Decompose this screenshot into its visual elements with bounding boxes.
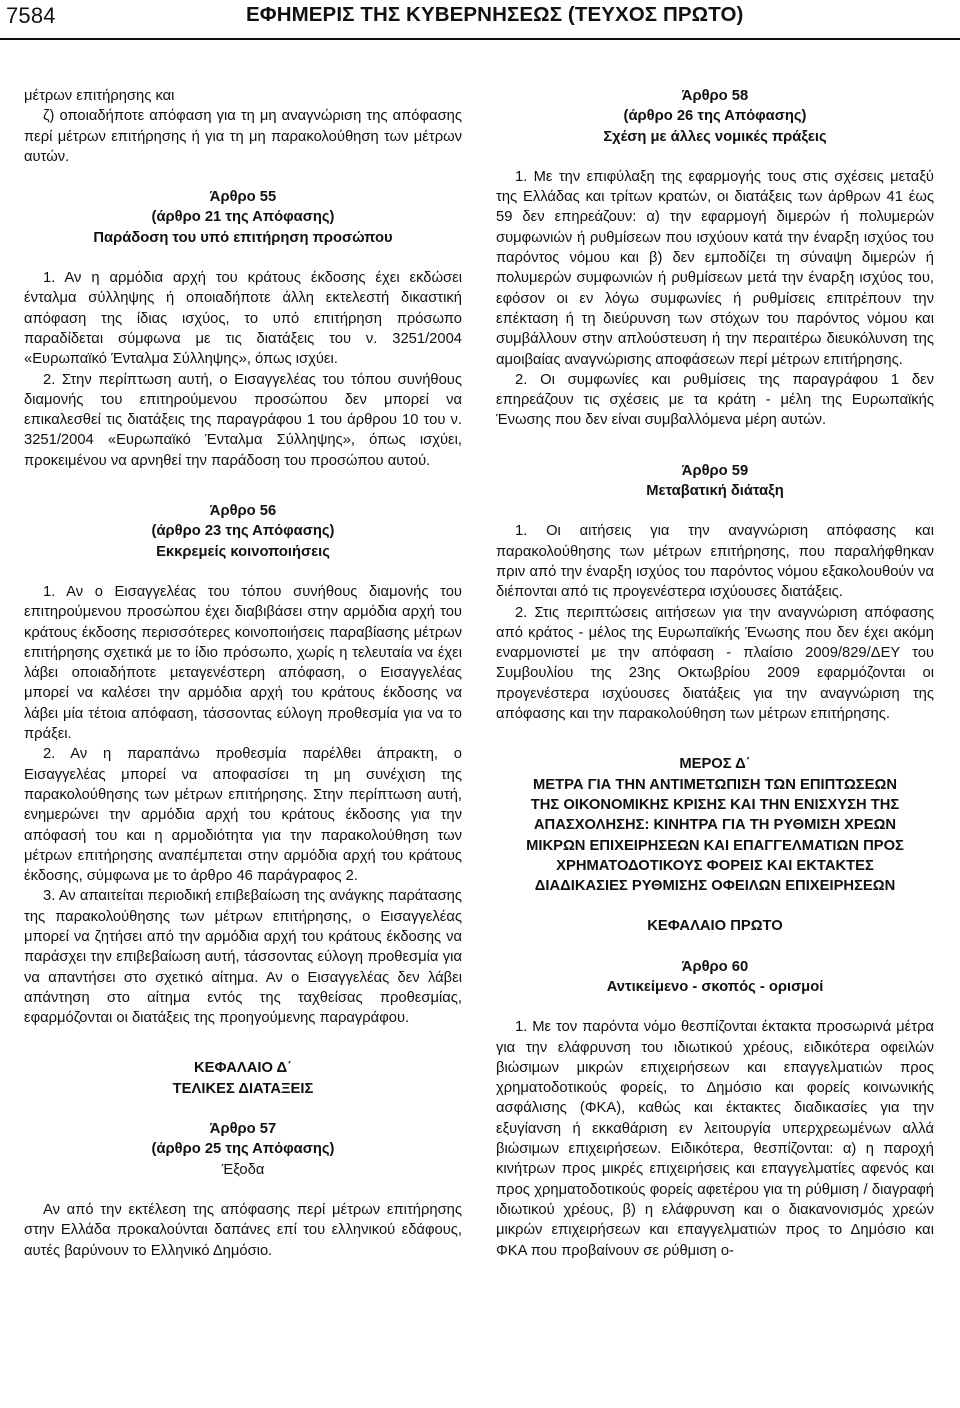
right-column xyxy=(496,86,934,1261)
chapter-a-heading xyxy=(496,916,934,936)
article-60-subject: Αντικείμενο - σκοπός - ορισμοί xyxy=(606,978,824,995)
article-56-ref: (άρθρο 23 της Απόφασης) xyxy=(151,523,335,540)
part-d-heading xyxy=(496,754,934,896)
article-56-subject: Εκκρεμείς κοινοποιήσεις xyxy=(156,543,330,560)
article-55-para-2: 2. Στην περίπτωση αυτή, ο Εισαγγελέας του τόπου συνήθους διαμονής του επιτηρούμενου προσώπου δεν μπορεί να επικαλεσθεί τις διατάξεις της παραγράφου 1 του άρθρου 10 του ν. 3251/2004 «Ευρωπαϊκό Ένταλμα Σύλληψης», όπως ισχύει, προκειμένου να αρνηθεί την παράδοση του προσώπου αυτού. xyxy=(24,371,462,469)
page-header xyxy=(0,0,960,40)
intro-item-z: ζ) οποιαδήποτε απόφαση για τη μη αναγνώριση της απόφασης περί μέτρων επιτήρησης ή για τη μη παρακολούθηση των μέτρων αυτών. xyxy=(24,108,462,165)
part-d-title: ΜΕΡΟΣ Δ΄ xyxy=(679,756,751,773)
article-57-para-1: Αν από την εκτέλεση της απόφασης περί μέτρων επιτήρησης στην Ελλάδα προκαλούνται δαπάνες επί του ελληνικού εδάφους, αυτές βαρύνουν το Ελληνικό Δημόσιο. xyxy=(24,1201,462,1259)
article-56-para-2: 2. Αν η παραπάνω προθεσμία παρέλθει άπρακτη, ο Εισαγγελέας μπορεί να αποφασίσει τη μη συνέχιση της παρακολούθησης των μέτρων επιτήρησης. Στην περίπτωση αυτή, ενημερώνει την αρμόδια αρχή του κράτους έκδοσης για την απόφασή του και η αρμοδιότητα για την παρακολούθηση των μέτρων επιτήρησης αναπέμπεται στην αρμόδια αρχή του κράτους έκδοσης, σύμφωνα με το άρθρο 46 παράγραφος 2. xyxy=(24,746,462,885)
article-59-para-2: 2. Στις περιπτώσεις αιτήσεων για την αναγνώριση απόφασης από κράτος - μέλος της Ευρωπαϊκής Ένωσης που δεν έχει ακόμη εναρμονιστεί με την απόφαση - πλαίσιο 2009/829/ΔΕΥ του Συμβουλίου της 23ης Οκτωβρίου 2009 εφαρμόζονται οι προγενέστερα ισχύουσες διατάξεις για την αναγνώριση της απόφασης και την παρακολούθηση των μέτρων επιτήρησης. xyxy=(496,604,934,723)
left-column xyxy=(24,86,462,1261)
article-60-heading xyxy=(496,957,934,998)
article-56-heading xyxy=(24,501,462,562)
article-58-para-1: 1. Με την επιφύλαξη της εφαρμογής τους στις σχέσεις μεταξύ της Ελλάδας και τρίτων κρατών, οι διατάξεις των άρθρων 41 έως 59 δεν επηρεάζουν: α) την εφαρμογή διμερών ή πολυμερών συμφωνιών ή ρυθμίσεων που ισχύουν κατά την έναρξη ισχύος του παρόντος νόμου και β) δεν εμποδίζει τη σύναψη διμερών ή πολυμερών συμφωνιών ή ρυθμίσεων μετά την έναρξη ισχύος του, εφόσον οι εν λόγω συμφωνίες ή ρυθμίσεις επιτρέπουν την επέκταση ή τη διεύρυνση των στόχων του παρόντος νόμου και συμβάλλουν στην απλούστευση ή την περαιτέρω διευκόλυνση της αμοιβαίας αναγνώρισης αποφάσεων περί μέτρων επιτήρησης. xyxy=(496,168,934,368)
part-d-line-6: ΔΙΑΔΙΚΑΣΙΕΣ ΡΥΘΜΙΣΗΣ ΟΦΕΙΛΩΝ ΕΠΙΧΕΙΡΗΣΕΩΝ xyxy=(534,878,896,895)
article-60-para-1: 1. Με τον παρόντα νόμο θεσπίζονται έκτακτα προσωρινά μέτρα για την ελάφρυνση του ιδιωτικού χρέους, ειδικότερα οφειλών βιώσιμων μικρών επιχειρήσεων και επαγγελματιών προς χρηματοδοτικούς φορείς, το Δημόσιο και φορείς κοινωνικής ασφάλισης (ΦΚΑ), καθώς και έκτακτες διαδικασίες για την εξυγίανση ή εκκαθάριση εν λειτουργία υπερχρεωμένων αλλά βιώσιμων επιχειρήσεων. Ειδικότερα, θεσπίζονται: α) η παροχή κινήτρων προς μικρές επιχειρήσεις και επαγγελματίες αφενός και προς χρηματοδοτικούς φορείς αφετέρου για τη ρύθμιση / διαγραφή ιδιωτικού χρέους, β) η ελάφρυνση και ο διακανονισμός χρεών μικρών επιχειρήσεων και επαγγελματιών προς το Δημόσιο και ΦΚΑ που προβαίνουν σε ρύθμιση ο- xyxy=(496,1019,934,1259)
article-56-para-1: 1. Αν ο Εισαγγελέας του τόπου συνήθους διαμονής του επιτηρούμενου προσώπου έχει διαβιβάσει στην αρμόδια αρχή του κράτους έκδοσης περισσότερες κοινοποιήσεις παραβίασης μέτρων επιτήρησης σχετικά με το ίδιο πρόσωπο, χωρίς η τελευταία να έχει λάβει οποιαδήποτε μεταγενέστερη απόφαση, ο Εισαγγελέας μπορεί να καλέσει την αρμόδια αρχή του κράτους έκδοσης να λάβει μία τέτοια απόφαση, τάσσοντας εύλογη προθεσμία για να το πράξει. xyxy=(24,583,462,743)
part-d-line-5: ΧΡΗΜΑΤΟΔΟΤΙΚΟΥΣ ΦΟΡΕΙΣ ΚΑΙ ΕΚΤΑΚΤΕΣ xyxy=(556,857,874,874)
part-d-line-3: ΑΠΑΣΧΟΛΗΣΗΣ: ΚΙΝΗΤΡΑ ΓΙΑ ΤΗ ΡΥΘΜΙΣΗ ΧΡΕΩΝ xyxy=(533,817,897,834)
part-d-line-2: ΤΗΣ ΟΙΚΟΝΟΜΙΚΗΣ ΚΡΙΣΗΣ ΚΑΙ ΤΗΝ ΕΝΙΣΧΥΣΗ ΤΗΣ xyxy=(530,796,900,813)
article-56-para-3: 3. Αν απαιτείται περιοδική επιβεβαίωση της ανάγκης παράτασης της παρακολούθησης των μέτρων επιτήρησης, ο Εισαγγελέας μπορεί να ζητήσει από την αρμόδια αρχή του κράτους έκδοσης να παράσχει την επιβεβαίωση αυτή, τάσσοντας εύλογη προθεσμία για να απαντήσει στο σχετικό αίτημα. Αν ο Εισαγγελέας δεν λάβει απάντηση στο αίτημα εντός της ταχθείσας προθεσμίας, εφαρμόζονται οι διατάξεις της προηγούμενης παραγράφου. xyxy=(24,888,462,1027)
article-59-para-1: 1. Οι αιτήσεις για την αναγνώριση απόφασης και παρακολούθησης των μέτρων επιτήρησης, που παραλήφθηκαν πριν από την έναρξη ισχύος του παρόντος νόμου εξακολουθούν να διέπονται από τις προγενέστερα ισχύουσες διατάξεις. xyxy=(496,523,934,601)
article-57-subject: Έξοδα xyxy=(221,1161,265,1178)
article-59-subject: Μεταβατική διάταξη xyxy=(646,483,784,500)
article-58-para-2: 2. Οι συμφωνίες και ρυθμίσεις της παραγράφου 1 δεν επηρεάζουν τις σχέσεις με τα κράτη - μέλη της Ευρωπαϊκής Ένωσης που δεν είναι συμβαλλόμενα μέρη αυτών. xyxy=(496,371,934,429)
article-58-subject: Σχέση με άλλες νομικές πράξεις xyxy=(603,128,827,145)
article-58-ref: (άρθρο 26 της Απόφασης) xyxy=(623,108,807,125)
chapter-d-title: ΚΕΦΑΛΑΙΟ Δ΄ xyxy=(194,1060,292,1077)
page-number: 7584 xyxy=(6,3,56,28)
article-55-heading xyxy=(24,187,462,248)
intro-line-1: μέτρων επιτήρησης και xyxy=(24,88,175,104)
article-57-title: Άρθρο 57 xyxy=(209,1121,277,1138)
chapter-d-heading xyxy=(24,1058,462,1099)
article-60-title: Άρθρο 60 xyxy=(681,958,749,975)
article-55-para-1: 1. Αν η αρμόδια αρχή του κράτους έκδοσης έχει εκδώσει ένταλμα σύλληψης ή οποιαδήποτε άλλη εκτελεστή δικαστική απόφαση της ίδιας ισχύος, το υπό επιτήρηση πρόσωπο παραδίδεται σύμφωνα με τις διατάξεις του ν. 3251/2004 «Ευρωπαϊκό Ένταλμα Σύλληψης», όπως ισχύει. xyxy=(24,270,462,368)
journal-title: ΕΦΗΜΕΡΙΣ ΤΗΣ ΚΥΒΕΡΝΗΣΕΩΣ (ΤΕΥΧΟΣ ΠΡΩΤΟ) xyxy=(246,3,744,26)
article-56-title: Άρθρο 56 xyxy=(209,503,277,520)
part-d-line-4: ΜΙΚΡΩΝ ΕΠΙΧΕΙΡΗΣΕΩΝ ΚΑΙ ΕΠΑΓΓΕΛΜΑΤΙΩΝ ΠΡΟΣ xyxy=(526,837,904,854)
chapter-a-title: ΚΕΦΑΛΑΙΟ ΠΡΩΤΟ xyxy=(647,918,783,935)
article-58-title: Άρθρο 58 xyxy=(681,88,749,104)
article-58-heading xyxy=(496,86,934,147)
part-d-line-1: ΜΕΤΡΑ ΓΙΑ ΤΗΝ ΑΝΤΙΜΕΤΩΠΙΣΗ ΤΩΝ ΕΠΙΠΤΩΣΕΩΝ xyxy=(533,776,897,793)
article-57-ref: (άρθρο 25 της Απόφασης) xyxy=(151,1141,335,1158)
article-59-heading xyxy=(496,461,934,502)
article-59-title: Άρθρο 59 xyxy=(681,462,749,479)
chapter-d-subject: ΤΕΛΙΚΕΣ ΔΙΑΤΑΞΕΙΣ xyxy=(172,1080,314,1097)
article-55-title: Άρθρο 55 xyxy=(209,189,277,206)
article-57-heading xyxy=(24,1119,462,1180)
article-55-subject: Παράδοση του υπό επιτήρηση προσώπου xyxy=(93,229,393,246)
article-55-ref: (άρθρο 21 της Απόφασης) xyxy=(151,209,335,226)
